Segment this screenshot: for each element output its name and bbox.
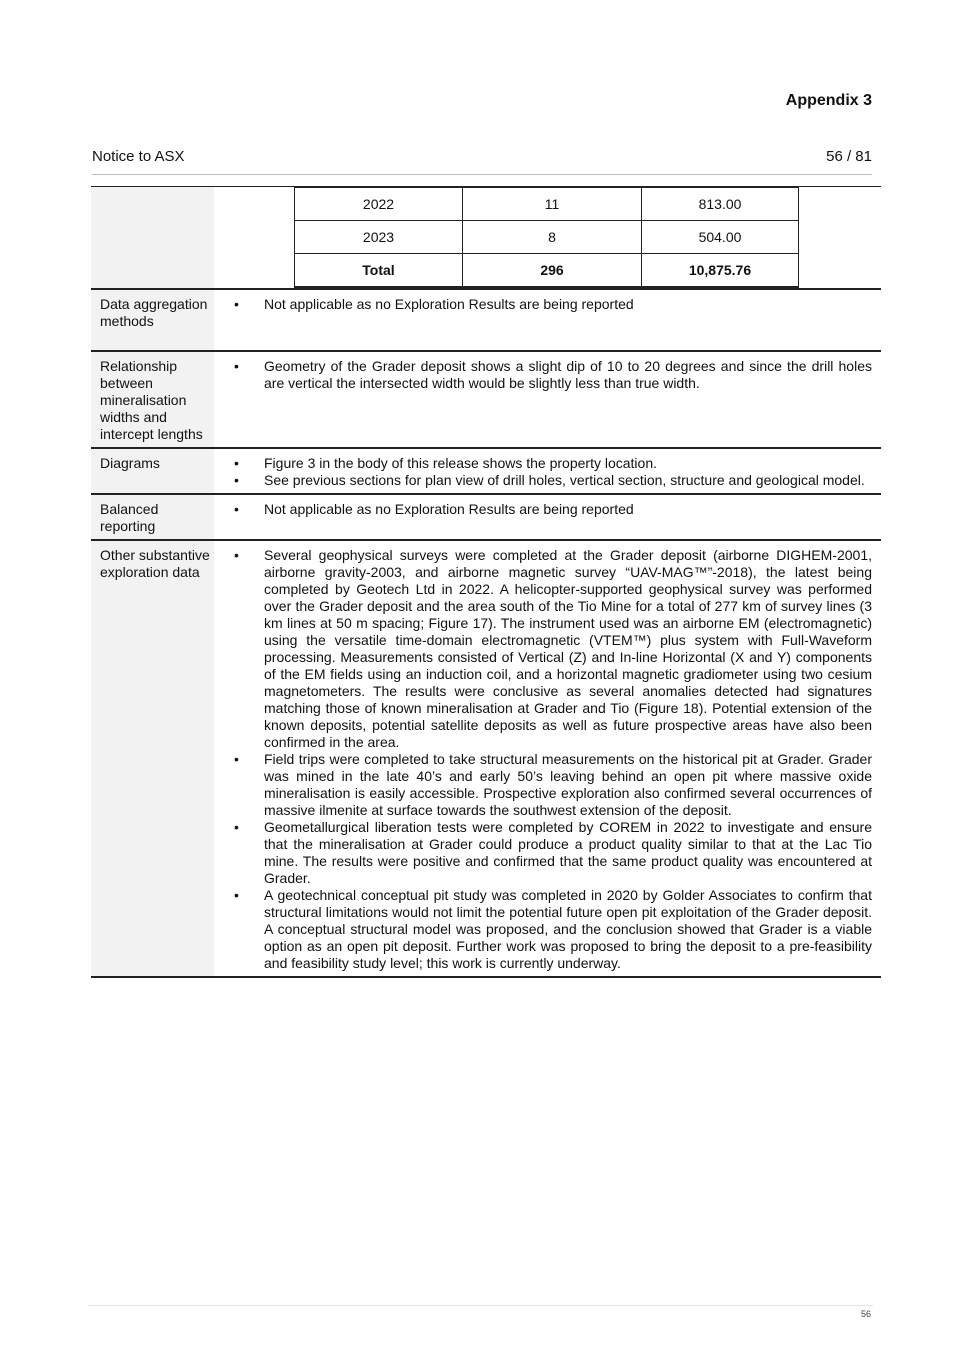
page-number: 56 <box>860 1309 871 1319</box>
bullet-item: • Figure 3 in the body of this release shows the property location. <box>234 455 872 472</box>
header-page-count: 56 / 81 <box>826 148 872 165</box>
drill-summary-row <box>91 187 881 290</box>
count-cell: 11 <box>463 188 642 221</box>
bullet-item: • Field trips were completed to take structural measurements on the historical pit at Grader. Grader was mined in the late 40’s and early 50’s leaving behind an open pit where massive oxide mineralisation is easily accessible. Prospective exploration also confirmed several occurrences of massive ilmenite at surface towards the southwest extension of the deposit. <box>234 751 872 819</box>
drill-summary-label-cell <box>91 187 214 290</box>
section-row-data-aggregation <box>91 289 881 351</box>
section-content <box>214 494 881 540</box>
section-row-other-data <box>91 540 881 977</box>
bullet-item: • Geometry of the Grader deposit shows a slight dip of 10 to 20 degrees and since the drill holes are vertical the intersected width would be slightly less than true width. <box>234 358 872 392</box>
section-label: Diagrams <box>91 448 214 494</box>
section-content <box>214 351 881 448</box>
bullet-item: • A geotechnical conceptual pit study was completed in 2020 by Golder Associates to confirm that structural limitations would not limit the potential future open pit exploitation of the Grader deposit. A conceptual structural model was proposed, and the conclusion showed that Grader is a viable option as an open pit deposit. Further work was proposed to bring the deposit to a pre-feasibility and feasibility study level; this work is currently underway. <box>234 887 872 972</box>
value-cell: 504.00 <box>642 221 799 254</box>
section-content <box>214 448 881 494</box>
header-divider <box>92 174 872 175</box>
value-cell: 813.00 <box>642 188 799 221</box>
total-value: 10,875.76 <box>642 254 799 288</box>
section-label: Other substantive exploration data <box>91 540 214 977</box>
appendix-title: Appendix 3 <box>785 92 872 109</box>
section-label: Relationship between mineralisation widths and intercept lengths <box>91 351 214 448</box>
section-label: Balanced reporting <box>91 494 214 540</box>
header-title: Notice to ASX <box>92 148 185 165</box>
total-count: 296 <box>463 254 642 288</box>
section-content <box>214 540 881 977</box>
year-cell: 2023 <box>295 221 463 254</box>
table-row <box>295 221 799 254</box>
table-row <box>295 188 799 221</box>
total-row <box>295 254 799 288</box>
section-label: Data aggregation methods <box>91 289 214 351</box>
bullet-item: • Not applicable as no Exploration Results are being reported <box>234 296 872 313</box>
count-cell: 8 <box>463 221 642 254</box>
total-label: Total <box>295 254 463 288</box>
page-header <box>92 148 872 165</box>
bullet-item: • Geometallurgical liberation tests were completed by COREM in 2022 to investigate and ensure that the mineralisation at Grader could produce a product quality similar to that at the Lac Tio mine. The results were positive and confirmed that the same product quality was encountered at Grader. <box>234 819 872 887</box>
year-cell: 2022 <box>295 188 463 221</box>
bullet-item: • Several geophysical surveys were completed at the Grader deposit (airborne DIGHEM-2001, airborne gravity-2003, and airborne magnetic survey “UAV-MAG™”-2018), the latest being completed by Geotech Ltd in 2022. A helicopter-supported geophysical survey was performed over the Grader deposit and the area south of the Tio Mine for a total of 277 km of survey lines (3 km lines at 50 m spacing; Figure 17). The instrument used was an airborne EM (electromagnetic) using the versatile time-domain electromagnetic (VTEM™) plus system with Full-Waveform processing. Measurements consisted of Vertical (Z) and In-line Horizontal (X and Y) components of the EM fields using an induction coil, and a horizontal magnetic gradiometer using two cesium magnetometers. The results were conclusive as several anomalies detected had signatures matching those of known mineralisation at Grader and Tio (Figure 18). Potential extension of the known deposits, potential satellite deposits as well as future prospective areas have also been confirmed in the area. <box>234 547 872 751</box>
section-content <box>214 289 881 351</box>
jorc-table <box>91 186 881 978</box>
section-row-balanced-reporting <box>91 494 881 540</box>
bullet-item: • Not applicable as no Exploration Results are being reported <box>234 501 872 518</box>
footer-divider <box>88 1305 873 1306</box>
section-row-relationship <box>91 351 881 448</box>
bullet-item: • See previous sections for plan view of drill holes, vertical section, structure and geological model. <box>234 472 872 489</box>
drill-summary-content-cell <box>214 187 881 290</box>
drill-summary-table <box>294 187 799 288</box>
section-row-diagrams <box>91 448 881 494</box>
